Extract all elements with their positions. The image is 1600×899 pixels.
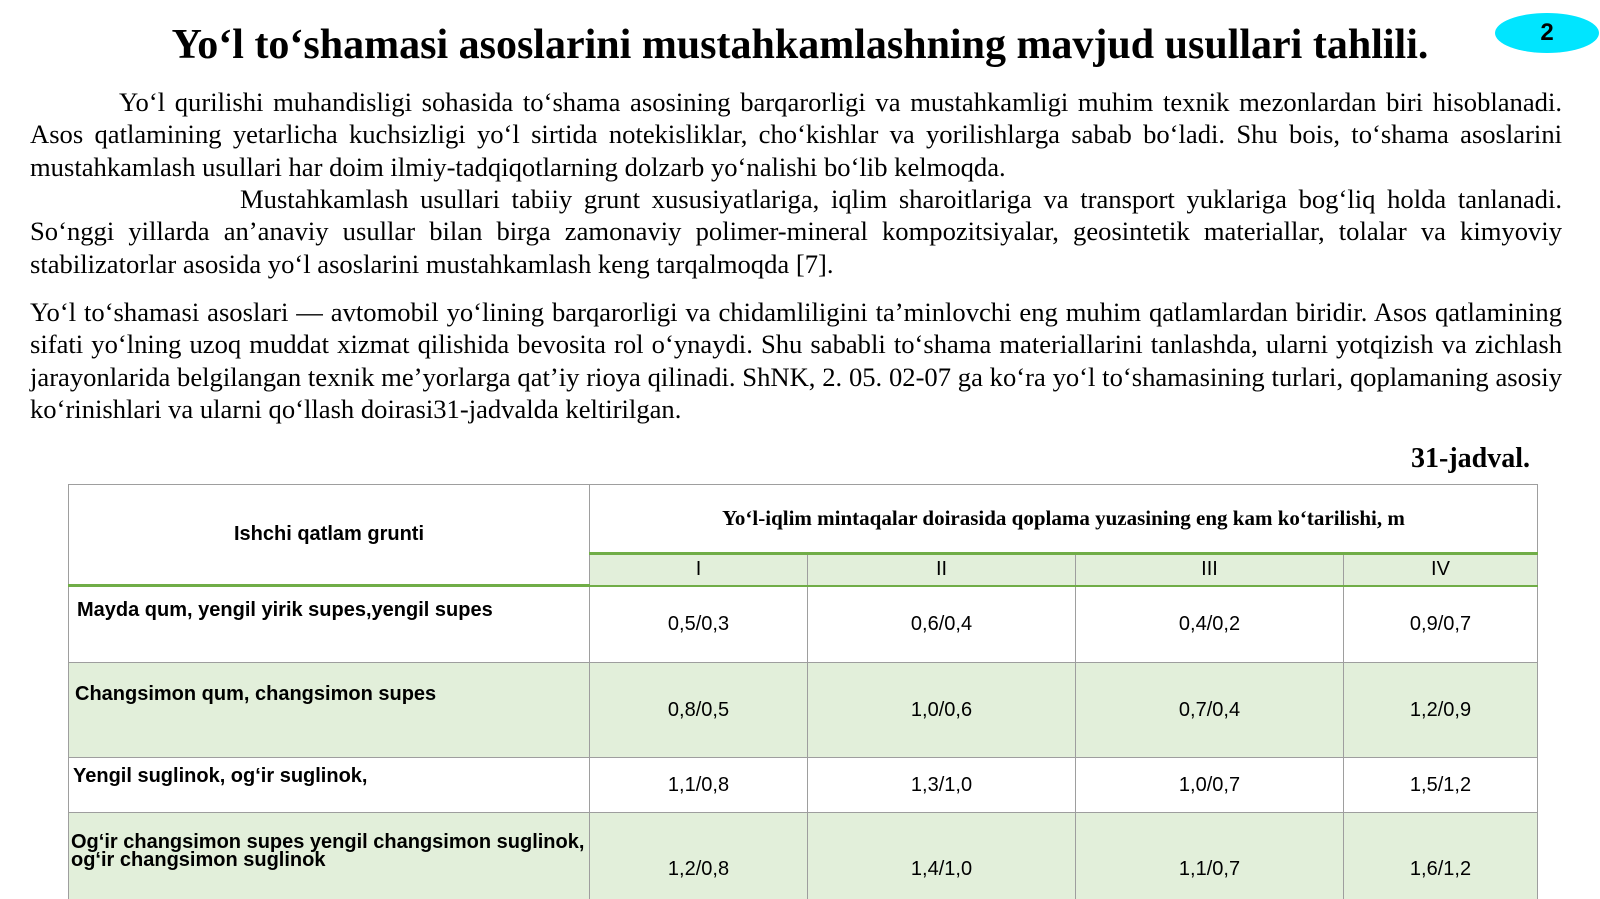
table-cell: 0,8/0,5 bbox=[590, 663, 808, 758]
table-cell: 1,2/0,9 bbox=[1344, 663, 1538, 758]
table-cell: 1,0/0,7 bbox=[1076, 758, 1344, 813]
paragraph-base-layers: Yo‘l to‘shamasi asoslari — avtomobil yo‘lining barqarorligi va chidamliligini ta’minlovchi eng muhim qatlamlardan biridir. Asos qatlamining sifati yo‘lning uzoq muddat xizmat qilishida bevosita rol o‘ynaydi. Shu sababli to‘shama materiallarini tanlashda, ularni yotqizish va zichlash jarayonlarida belgilangan texnik me’yorlarga qat’iy rioya qilinadi. ShNK, 2. 05. 02-07 ga ko‘ra yo‘l to‘shamasining turlari, qoplamaning asosiy ko‘rinishlari va ularni qo‘llash doirasi31-jadvalda keltirilgan. bbox=[30, 297, 1562, 424]
zone-header: II bbox=[808, 554, 1076, 586]
table-cell: 1,1/0,8 bbox=[590, 758, 808, 813]
table-cell: 1,4/1,0 bbox=[808, 813, 1076, 899]
row-label: Yengil suglinok, og‘ir suglinok, bbox=[69, 758, 590, 813]
table-header-span: Yo‘l-iqlim mintaqalar doirasida qoplama yuzasining eng kam ko‘tarilishi, m bbox=[590, 485, 1538, 554]
table-row bbox=[69, 813, 1538, 899]
table-cell: 1,3/1,0 bbox=[808, 758, 1076, 813]
table-row bbox=[69, 758, 1538, 813]
zone-header: IV bbox=[1344, 554, 1538, 586]
table-cell: 0,9/0,7 bbox=[1344, 586, 1538, 663]
slide-number-badge: 2 bbox=[1495, 13, 1599, 53]
table-cell: 1,0/0,6 bbox=[808, 663, 1076, 758]
row-label: Changsimon qum, changsimon supes bbox=[69, 663, 590, 758]
table-header-row bbox=[69, 485, 1538, 554]
row-label: Mayda qum, yengil yirik supes,yengil supes bbox=[69, 586, 590, 663]
table-cell: 1,2/0,8 bbox=[590, 813, 808, 899]
zone-header: I bbox=[590, 554, 808, 586]
page-title: Yo‘l to‘shamasi asoslarini mustahkamlashning mavjud usullari tahlili. bbox=[171, 22, 1429, 68]
table-header-corner: Ishchi qatlam grunti bbox=[69, 485, 590, 586]
table-cell: 1,6/1,2 bbox=[1344, 813, 1538, 899]
row-label: Og‘ir changsimon supes yengil changsimon suglinok, og‘ir changsimon suglinok bbox=[69, 813, 590, 899]
table-caption: 31-jadval. bbox=[1411, 443, 1530, 474]
table-cell: 0,6/0,4 bbox=[808, 586, 1076, 663]
zone-header: III bbox=[1076, 554, 1344, 586]
table-cell: 1,5/1,2 bbox=[1344, 758, 1538, 813]
table-row bbox=[69, 586, 1538, 663]
table-cell: 0,5/0,3 bbox=[590, 586, 808, 663]
paragraph-intro: Yo‘l qurilishi muhandisligi sohasida to‘shama asosining barqarorligi va mustahkamligi muhim texnik mezonlardan biri hisoblanadi. Asos qatlamining yetarlicha kuchsizligi yo‘l sirtida notekisliklar, cho‘kishlar va yorilishlarga sabab bo‘ladi. Shu bois, to‘shama asoslarini mustahkamlash usullari har doim ilmiy-tadqiqotlarning dolzarb yo‘nalishi bo‘lib kelmoqda. bbox=[30, 87, 1562, 182]
table-row bbox=[69, 663, 1538, 758]
table-cell: 1,1/0,7 bbox=[1076, 813, 1344, 899]
table-cell: 0,4/0,2 bbox=[1076, 586, 1344, 663]
data-table bbox=[68, 484, 1538, 899]
paragraph-methods: Mustahkamlash usullari tabiiy grunt xususiyatlariga, iqlim sharoitlariga va transport yuklariga bog‘liq holda tanlanadi. So‘nggi yillarda an’anaviy usullar bilan birga zamonaviy polimer-mineral kompozitsiyalar, geosintetik materiallar, tolalar va kimyoviy stabilizatorlar asosida yo‘l asoslarini mustahkamlash keng tarqalmoqda [7]. bbox=[30, 184, 1562, 279]
table-cell: 0,7/0,4 bbox=[1076, 663, 1344, 758]
